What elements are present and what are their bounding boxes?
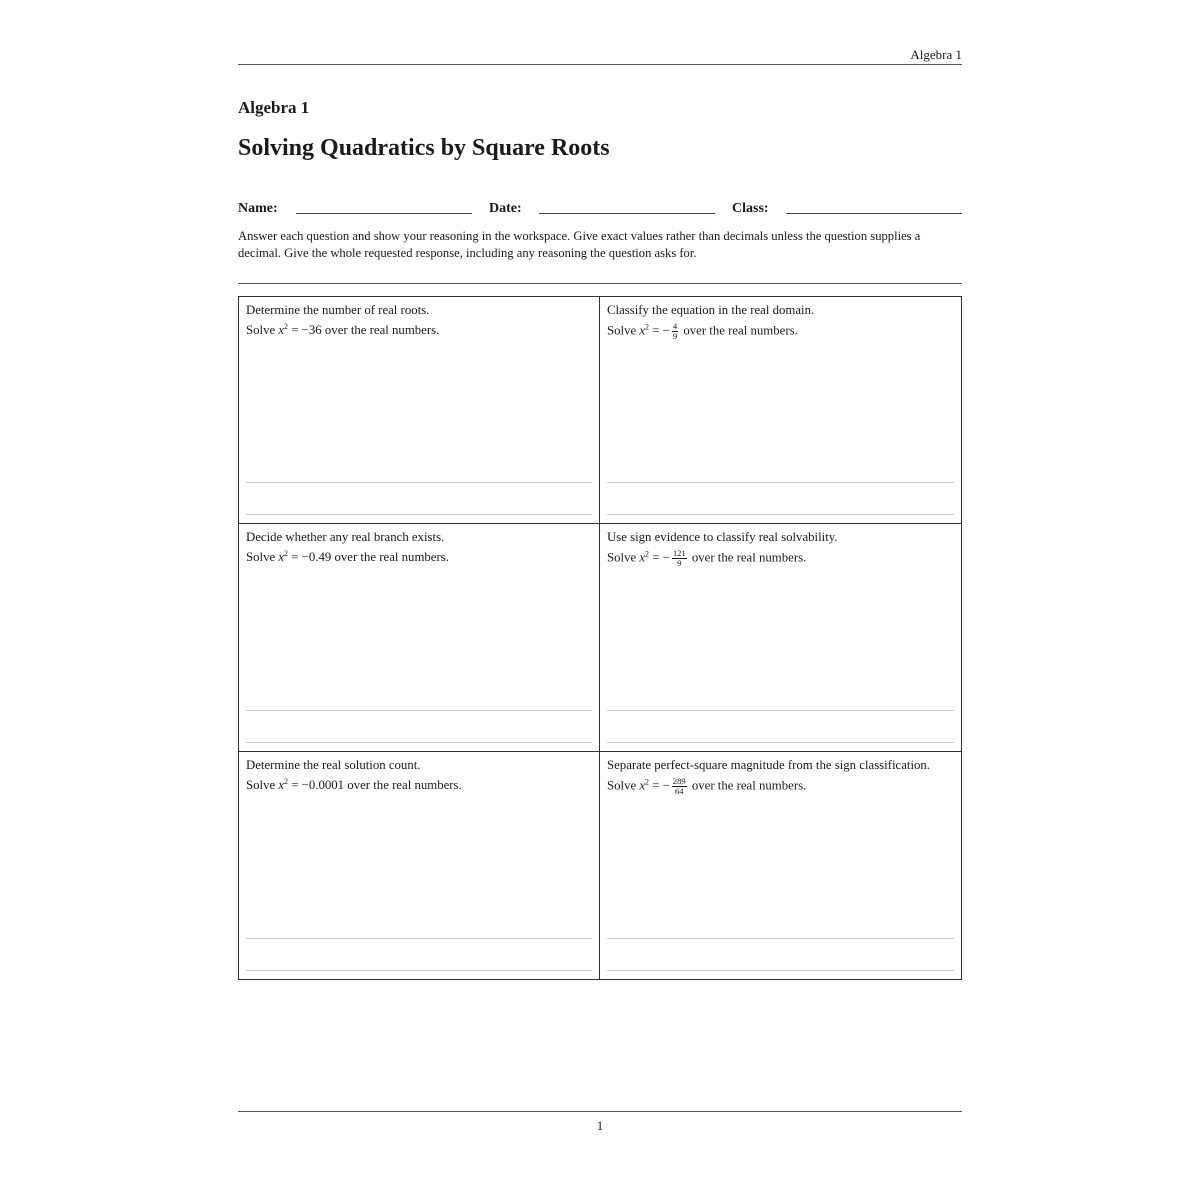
fraction-denominator: 9 — [672, 331, 678, 341]
equation-suffix: over the real numbers. — [683, 323, 798, 338]
equation-variable: x — [639, 323, 646, 338]
problem-prompt: Determine the real solution count. — [246, 757, 421, 772]
student-info-fields — [238, 201, 962, 221]
equation-suffix: over the real numbers. — [324, 323, 440, 337]
equation-suffix: over the real numbers. — [691, 778, 807, 793]
equation-rhs: −0.49 — [301, 550, 332, 565]
equation-exponent: 2 — [284, 322, 289, 331]
problem-equation — [246, 777, 592, 793]
equation-variable: x — [639, 778, 646, 793]
subject-heading: Algebra 1 — [238, 98, 310, 117]
problem-cell — [239, 524, 600, 751]
problem-prompt: Decide whether any real branch exists. — [246, 530, 445, 545]
equation-variable: x — [278, 550, 285, 565]
fraction-denominator: 64 — [675, 785, 684, 796]
equation-equals: = — [291, 777, 299, 792]
instructions: Answer each question and show your reasoning in the workspace. Give exact values rather than decimals unless the question supplies a decimal. Give the whole requested response, including any reasoning the question asks for. — [238, 229, 921, 260]
answer-line[interactable] — [246, 938, 592, 939]
equation-equals: = — [652, 550, 660, 565]
equation-fraction — [672, 549, 687, 568]
equation-minus: − — [662, 550, 670, 565]
problem-equation — [246, 322, 592, 338]
equation-minus: − — [662, 778, 670, 793]
answer-line[interactable] — [607, 970, 954, 971]
equation-fraction — [672, 777, 687, 796]
equation-equals: = — [652, 778, 660, 793]
equation-variable: x — [278, 323, 285, 337]
equation-equals: = — [652, 323, 660, 338]
problem-cell — [600, 524, 961, 751]
answer-line[interactable] — [607, 742, 954, 743]
equation-rhs: −36 — [301, 323, 322, 337]
equation-variable: x — [639, 550, 646, 565]
running-header: Algebra 1 — [910, 47, 962, 62]
problem-equation — [607, 777, 954, 796]
fraction-denominator: 9 — [677, 558, 682, 569]
equation-exponent: 2 — [284, 549, 289, 559]
header-rule — [238, 64, 962, 65]
equation-solve: Solve — [246, 323, 276, 337]
equation-exponent: 2 — [645, 777, 650, 787]
date-field[interactable] — [539, 213, 715, 214]
page-title: Solving Quadratics by Square Roots — [238, 135, 610, 161]
name-label: Name: — [238, 201, 278, 216]
date-label: Date: — [489, 201, 522, 216]
equation-fraction — [672, 322, 678, 341]
equation-solve: Solve — [607, 323, 637, 338]
answer-line[interactable] — [607, 482, 954, 483]
worksheet-page — [238, 0, 962, 1200]
answer-line[interactable] — [607, 514, 954, 515]
equation-suffix: over the real numbers. — [347, 777, 462, 792]
equation-rhs: −0.0001 — [301, 777, 345, 792]
fraction-numerator: 4 — [672, 321, 678, 331]
equation-equals: = — [291, 323, 299, 337]
problem-equation — [607, 549, 954, 568]
problem-cell — [239, 752, 600, 979]
equation-solve: Solve — [607, 778, 637, 793]
answer-line[interactable] — [246, 710, 592, 711]
equation-equals: = — [291, 550, 299, 565]
problem-grid — [238, 296, 962, 980]
equation-suffix: over the real numbers. — [334, 550, 449, 565]
problem-cell — [600, 297, 961, 524]
equation-exponent: 2 — [645, 322, 650, 332]
problem-cell — [239, 297, 600, 524]
equation-variable: x — [278, 777, 285, 792]
answer-line[interactable] — [246, 514, 592, 515]
fraction-numerator: 121 — [672, 548, 686, 559]
class-field[interactable] — [786, 213, 962, 214]
equation-exponent: 2 — [645, 549, 650, 559]
footer-rule — [238, 1111, 962, 1112]
problem-prompt: Determine the number of real roots. — [246, 303, 430, 317]
problem-equation — [246, 549, 592, 565]
problem-prompt: Classify the equation in the real domain. — [607, 303, 815, 317]
problem-prompt: Separate perfect-square magnitude from the sign classification. — [607, 757, 930, 772]
equation-minus: − — [662, 323, 670, 338]
answer-line[interactable] — [246, 742, 592, 743]
equation-solve: Solve — [246, 550, 276, 565]
fraction-numerator: 289 — [672, 775, 686, 786]
section-rule — [238, 283, 962, 284]
answer-line[interactable] — [246, 970, 592, 971]
page-number: 1 — [596, 1118, 604, 1133]
problem-prompt: Use sign evidence to classify real solvability. — [607, 530, 838, 545]
answer-line[interactable] — [607, 710, 954, 711]
problem-equation — [607, 322, 954, 341]
name-field[interactable] — [296, 213, 472, 214]
problem-cell — [600, 752, 961, 979]
answer-line[interactable] — [246, 482, 592, 483]
equation-solve: Solve — [607, 550, 637, 565]
answer-line[interactable] — [607, 938, 954, 939]
equation-suffix: over the real numbers. — [691, 550, 807, 565]
class-label: Class: — [732, 201, 769, 216]
equation-solve: Solve — [246, 777, 276, 792]
equation-exponent: 2 — [284, 776, 289, 786]
